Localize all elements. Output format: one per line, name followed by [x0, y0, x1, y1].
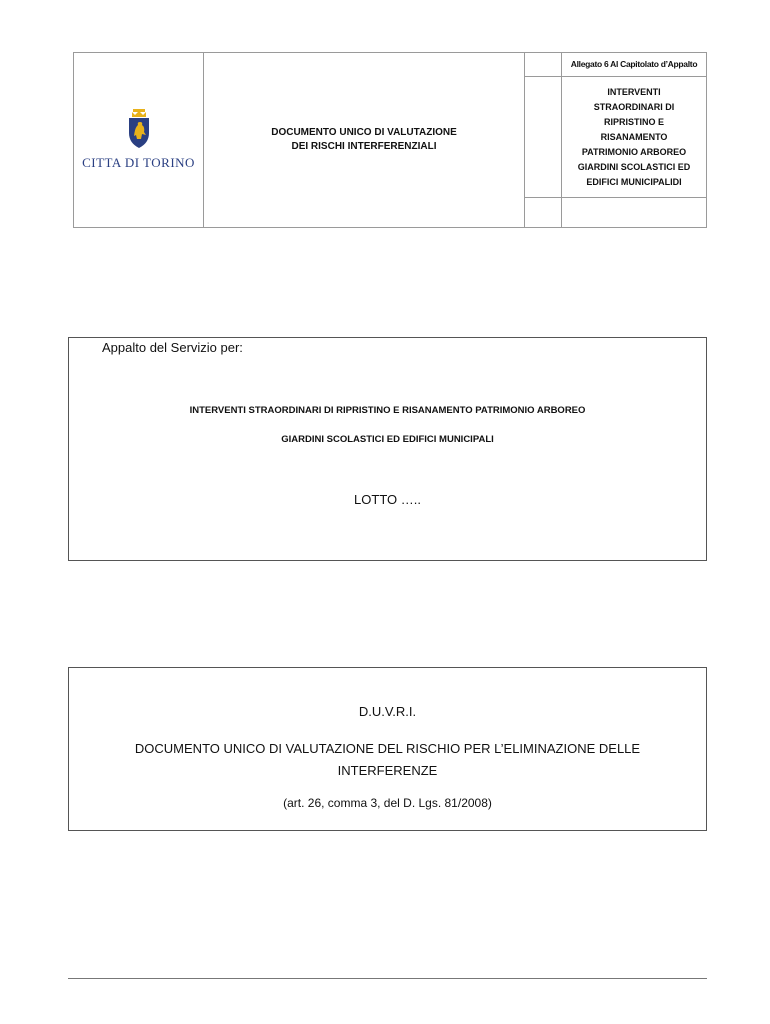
document-title-line2: DEI RISCHI INTERFERENZIALI: [291, 141, 437, 152]
allegato-cell: Allegato 6 Al Capitolato d’Appalto: [562, 53, 707, 77]
header-table: [73, 52, 707, 228]
service-box: [68, 337, 707, 561]
logo-cell: [74, 53, 204, 228]
document-title-line1: DOCUMENTO UNICO DI VALUTAZIONE: [271, 127, 457, 138]
subject-line: PATRIMONIO ARBOREO: [581, 146, 687, 157]
subject-cell: [562, 77, 707, 198]
legal-reference: (art. 26, comma 3, del D. Lgs. 81/2008): [283, 796, 492, 810]
subject-line: RIPRISTINO E: [603, 116, 664, 127]
empty-cell-bottom-right: [562, 198, 707, 228]
duvri-title: DOCUMENTO UNICO DI VALUTAZIONE DEL RISCHIO PER L’ELIMINAZIONE DELLE INTERFERENZE: [134, 741, 641, 778]
document-title-cell: [204, 53, 525, 228]
service-label: Appalto del Servizio per:: [102, 340, 243, 355]
empty-cell-middle: [525, 77, 562, 198]
footer-rule: [68, 978, 707, 979]
subject-line: RISANAMENTO: [600, 131, 668, 142]
turin-coat-of-arms-icon: [123, 109, 155, 149]
duvri-acronym: D.U.V.R.I.: [358, 704, 417, 719]
empty-cell-top: [525, 53, 562, 77]
duvri-box: [68, 667, 707, 831]
lotto-label: LOTTO …..: [354, 492, 421, 507]
subject-line: INTERVENTI: [607, 86, 661, 97]
subject-line: GIARDINI SCOLASTICI ED: [577, 161, 691, 172]
service-title-line2: GIARDINI SCOLASTICI ED EDIFICI MUNICIPALI: [281, 434, 494, 445]
subject-line: STRAORDINARI DI: [593, 101, 675, 112]
subject-line: EDIFICI MUNICIPALIDI: [586, 176, 682, 187]
service-title-line1: INTERVENTI STRAORDINARI DI RIPRISTINO E RISANAMENTO PATRIMONIO ARBOREO: [189, 405, 586, 416]
logo-text: CITTA DI TORINO: [82, 155, 195, 170]
empty-cell-bottom: [525, 198, 562, 228]
